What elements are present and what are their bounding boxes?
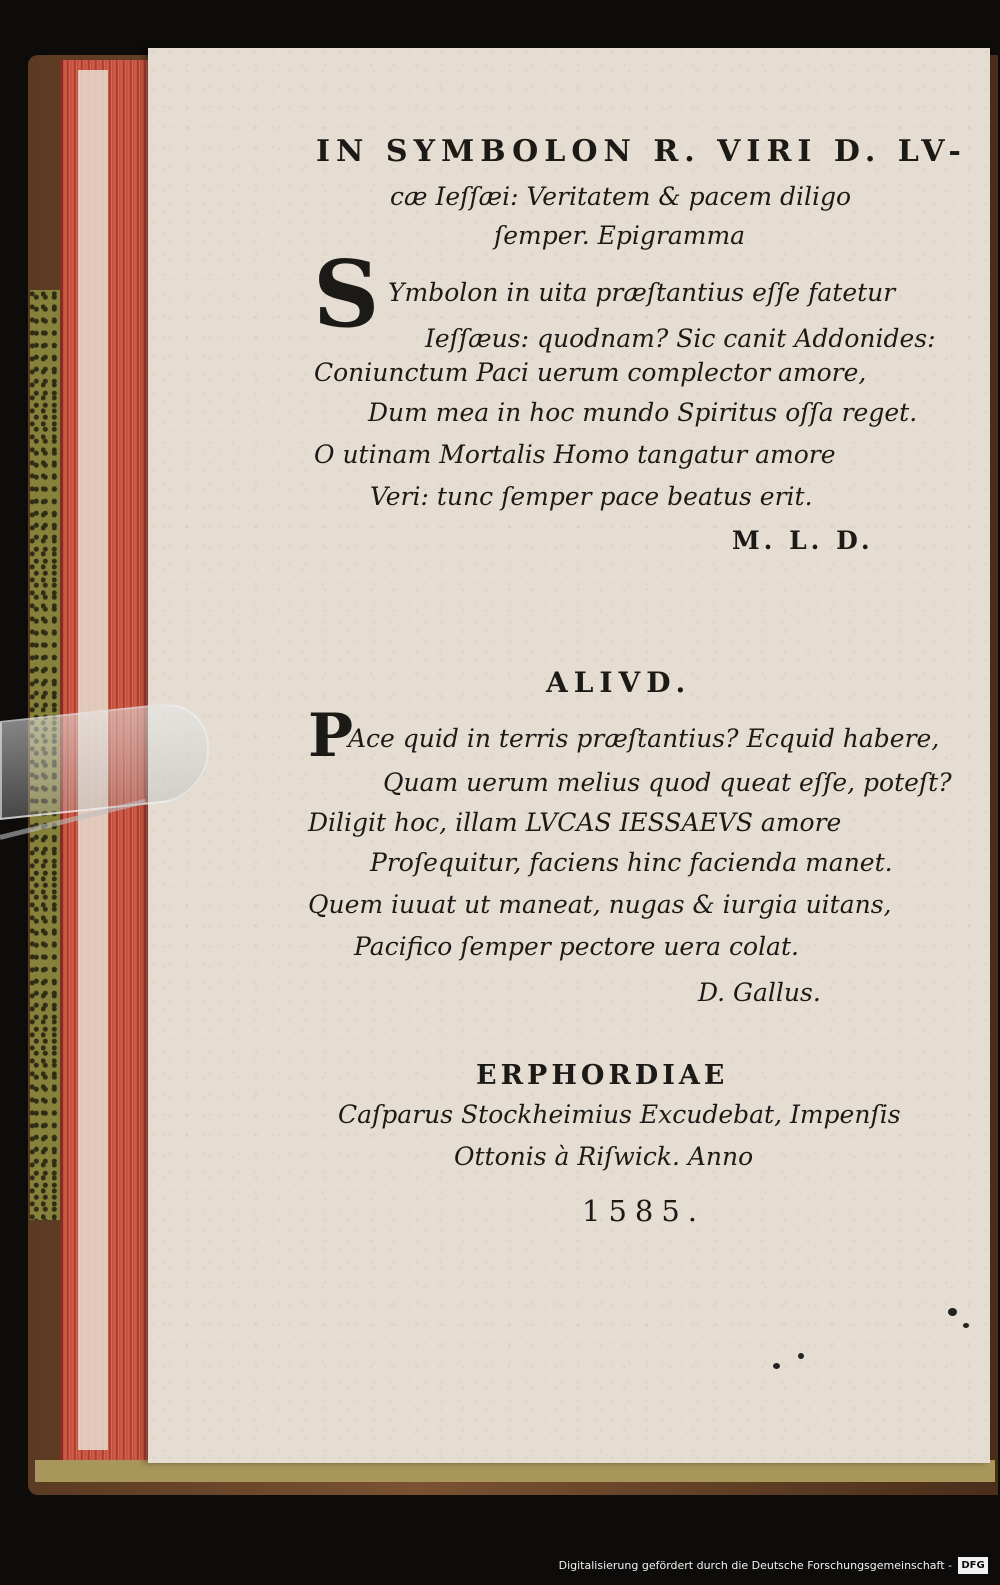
poem2-line: Proſequitur, faciens hinc facienda manet.: [370, 848, 893, 877]
printed-page: [148, 48, 990, 1463]
poem1-title-line3: ſemper. Epigramma: [494, 221, 746, 250]
bottom-board-edge: [35, 1460, 995, 1482]
poem2-signature: D. Gallus.: [698, 978, 821, 1007]
ink-speck: [948, 1308, 957, 1316]
imprint-line2: Ottonis à Riſwick. Anno: [454, 1142, 754, 1171]
imprint-year: 1585.: [582, 1194, 706, 1228]
poem1-title-line2: cæ Ieſſæi: Veritatem & pacem diligo: [390, 182, 852, 211]
poem2-title: ALIVD.: [546, 666, 692, 699]
ink-speck: [963, 1323, 969, 1328]
poem2-dropcap: P: [308, 701, 354, 771]
poem2-line: Diligit hoc, illam LVCAS IESSAEVS amore: [308, 808, 842, 837]
poem1-line: Ieſſæus: quodnam? Sic canit Addonides:: [425, 324, 936, 353]
poem2-line: Ace quid in terris præſtantius? Ecquid habere,: [348, 724, 940, 753]
ink-speck: [773, 1363, 780, 1369]
poem1-title-line1: IN SYMBOLON R. VIRI D. LV-: [316, 134, 967, 169]
dfg-logo: DFG: [958, 1557, 988, 1574]
ink-speck: [798, 1353, 804, 1359]
imprint-line1: Caſparus Stockheimius Excudebat, Impenſis: [338, 1100, 901, 1129]
poem1-signature: M. L. D.: [732, 526, 874, 555]
poem1-line: Dum mea in hoc mundo Spiritus oſſa reget.: [368, 398, 918, 427]
poem1-line: Ymbolon in uita præſtantius eſſe fatetur: [388, 278, 896, 307]
footer-credit: Digitalisierung gefördert durch die Deutsche Forschungsgemeinschaft -: [558, 1559, 952, 1572]
poem1-line: O utinam Mortalis Homo tangatur amore: [314, 440, 836, 469]
imprint-place: ERPHORDIAE: [476, 1060, 729, 1091]
poem2-line: Quem iuuat ut maneat, nugas & iurgia uitans,: [308, 890, 892, 919]
poem2-line: Quam uerum melius quod queat eſſe, poteſt?: [383, 768, 952, 797]
poem1-dropcap: S: [313, 240, 380, 348]
poem1-line: Veri: tunc ſemper pace beatus erit.: [370, 482, 813, 511]
poem1-line: Coniunctum Paci uerum complector amore,: [314, 358, 867, 387]
poem2-line: Pacifico ſemper pectore uera colat.: [354, 932, 799, 961]
